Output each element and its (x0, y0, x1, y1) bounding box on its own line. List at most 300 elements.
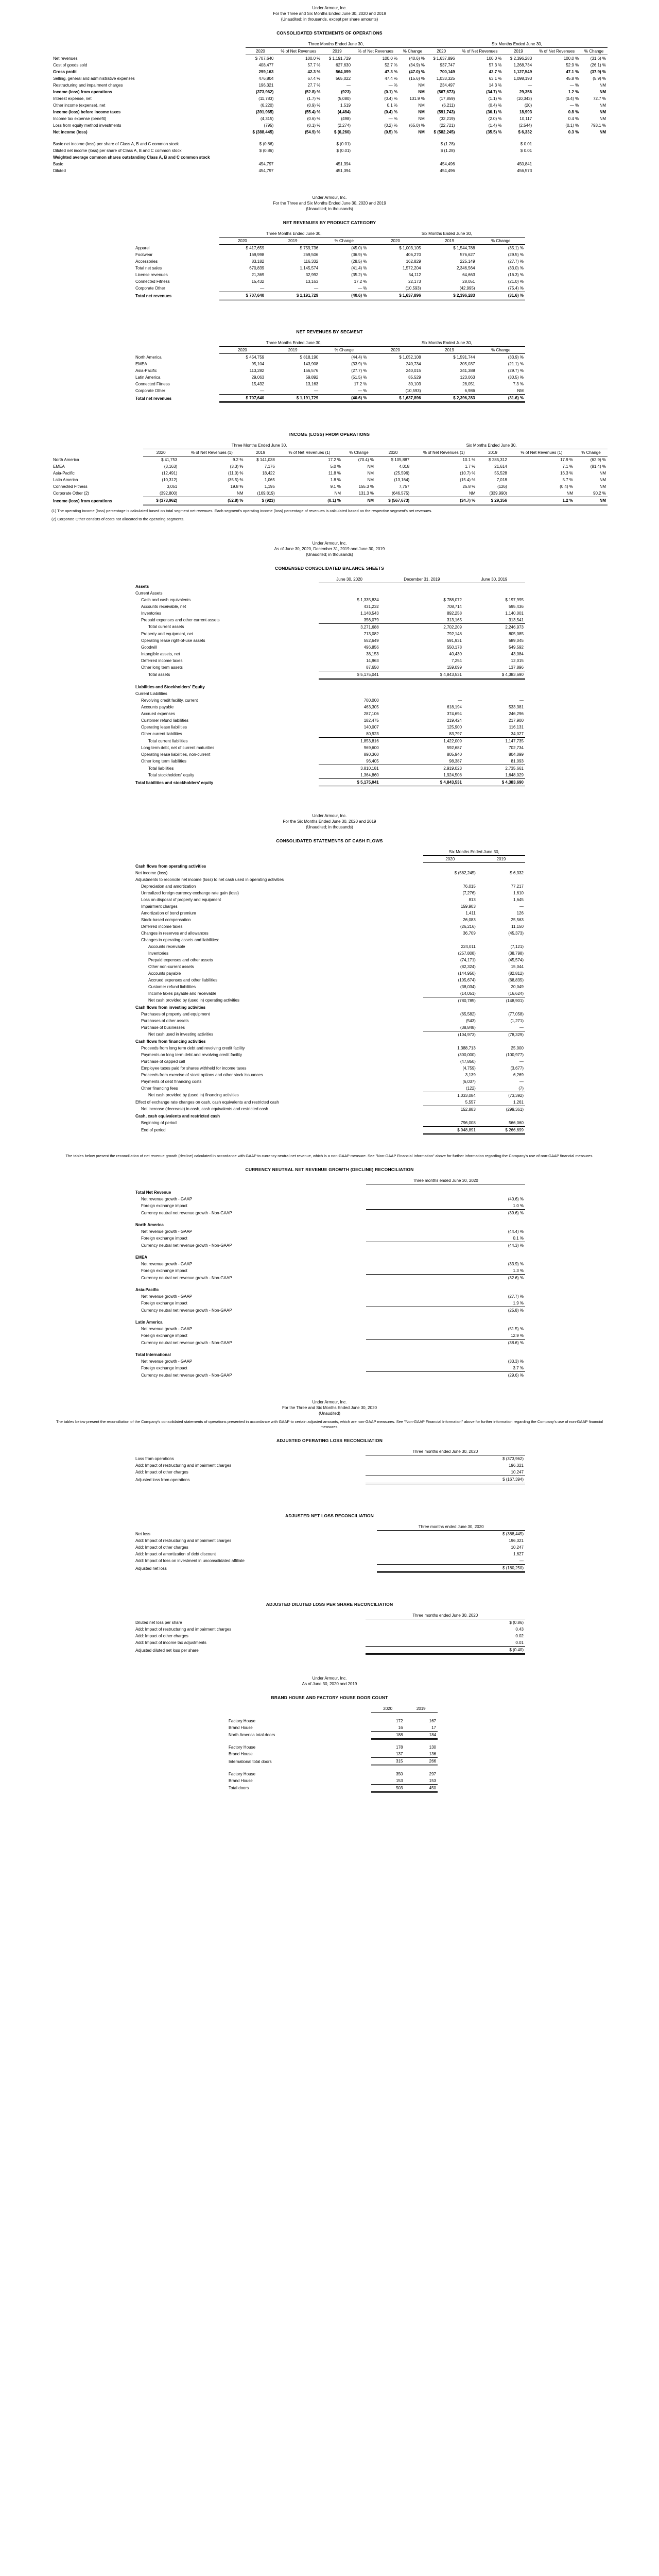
col-label: June 30, 2019 (463, 576, 525, 583)
cell: 29,356 (519, 90, 532, 94)
table-row (134, 1228, 525, 1235)
cell: 85,529 (408, 375, 421, 380)
cell: 5,557 (465, 1099, 476, 1105)
cell: (12,491) (162, 471, 178, 476)
cell: 100.0 % (305, 56, 321, 61)
cell: 576,627 (460, 252, 475, 257)
blank (51, 442, 143, 449)
cell: (392,800) (159, 491, 178, 496)
cell: (646,575) (391, 491, 410, 496)
row-label: Cash flows from operating activities (135, 863, 206, 869)
col-group: Six Months Ended June 30, (369, 230, 526, 238)
cell: (1,271) (510, 1018, 524, 1023)
row-label: Net cash used in investing activities (148, 1032, 214, 1037)
cell: $ 818,190 (300, 355, 319, 360)
cell (352, 147, 399, 154)
cell: NM (599, 484, 606, 489)
ops-title: CONSOLIDATED STATEMENTS OF OPERATIONS (276, 30, 383, 36)
table-row (134, 977, 525, 984)
table-row (134, 1293, 525, 1300)
cell (423, 1004, 477, 1011)
col-header (134, 347, 525, 354)
cell: $ 454,759 (246, 355, 265, 360)
cell (477, 863, 525, 870)
col-header (51, 449, 608, 456)
cell: (7,121) (510, 944, 524, 949)
cell: $ (582,245) (433, 130, 455, 134)
table-row (134, 367, 525, 374)
col-label: % Change (399, 48, 426, 55)
table-row (221, 1744, 438, 1751)
cell: 2,735,661 (463, 765, 525, 772)
stores-header (51, 1675, 608, 1687)
cell (580, 154, 608, 161)
cell: (26,216) (460, 924, 476, 929)
cell: NM (418, 103, 425, 108)
cell: $ 5,175,041 (319, 671, 380, 679)
cell: — (260, 388, 265, 393)
col-group: Three Months Ended June 30, (143, 442, 375, 449)
table-row (221, 1771, 438, 1777)
cell (456, 147, 503, 154)
row-label: Net cash provided by (used in) financing activities (148, 1093, 239, 1098)
col-group: Three Months Ended June 30, (219, 340, 369, 347)
row-label: Factory House (229, 1771, 256, 1776)
table-row (134, 285, 525, 292)
cell (456, 167, 503, 174)
table-row (134, 937, 525, 943)
cell: 172 (396, 1718, 403, 1723)
row-label: Net revenue growth - GAAP (141, 1359, 193, 1364)
cell: 12,015 (511, 658, 524, 663)
table-row (51, 95, 608, 102)
cell: $ (180,250) (377, 1565, 525, 1572)
table-row (134, 950, 525, 957)
cell: 116,131 (509, 725, 524, 730)
table-row (134, 1358, 525, 1365)
cell: 1,422,009 (380, 738, 463, 745)
cell: 52.9 % (566, 63, 579, 67)
table-row (134, 1072, 525, 1078)
cell: (27.7) % (508, 1294, 524, 1299)
cell: $ (388,445) (252, 130, 274, 134)
cell: 463,305 (363, 705, 379, 709)
table-row (134, 903, 525, 910)
row-label: Asia-Pacific (53, 471, 75, 476)
gap-row (134, 1184, 525, 1189)
cell: (300,000) (458, 1052, 476, 1057)
cell: $ 2,396,283 (510, 56, 532, 61)
cell: 225,149 (460, 259, 475, 264)
cell: $ 1,191,729 (328, 56, 351, 61)
section-row (134, 1038, 525, 1045)
cell: 100.0 % (487, 56, 502, 61)
cell: NM (418, 116, 425, 121)
cell: (339,990) (489, 491, 507, 496)
table-row (134, 354, 525, 361)
table-row (134, 1332, 525, 1340)
cell (580, 161, 608, 167)
row-label: Restructuring and impairment charges (53, 83, 123, 88)
table-row (134, 651, 525, 657)
cell: 969,600 (363, 745, 379, 750)
table-row (134, 970, 525, 977)
cell: (3,163) (164, 464, 178, 469)
cell: (33.3) % (508, 1359, 524, 1364)
table-row (134, 876, 525, 883)
cell: $ 707,640 (219, 292, 266, 300)
col-label: 2019 (423, 347, 477, 354)
cell: NM (237, 491, 244, 496)
table-row (134, 1196, 525, 1202)
col-label: % Change (320, 238, 368, 245)
gap-row (51, 135, 608, 141)
table-row (134, 1633, 525, 1639)
row-label: Prepaid expenses and other current assets (141, 617, 220, 622)
adj-eps-title: ADJUSTED DILUTED LOSS PER SHARE RECONCILIATION (266, 1602, 393, 1607)
row-label: North America (135, 1223, 164, 1227)
cell (275, 167, 322, 174)
cell: 2,246,973 (463, 623, 525, 631)
col-label: June 30, 2020 (319, 576, 380, 583)
col-header (134, 238, 525, 245)
cell: $ (373,962) (502, 1456, 524, 1461)
row-label: Basic (53, 162, 63, 166)
cell: 1,147,735 (463, 738, 525, 745)
cell: (44.4) % (508, 1229, 524, 1234)
cell: $ 4,383,690 (463, 671, 525, 679)
cell (275, 161, 322, 167)
cell: 1,148,543 (360, 611, 379, 616)
cell: NM (418, 90, 425, 94)
cell: 140,007 (363, 725, 379, 730)
cell: 1,065 (264, 478, 275, 482)
cell: 595,436 (509, 604, 524, 609)
cell: 549,592 (509, 645, 524, 650)
cell (533, 141, 580, 147)
cell: 16.3 % (560, 471, 573, 476)
cell: 34,027 (511, 732, 524, 736)
cell: 451,394 (336, 168, 351, 173)
cell: (16.3) % (508, 273, 524, 277)
cell: (65.0) % (409, 123, 425, 128)
col-label: % Change (477, 347, 525, 354)
col-label: % Change (342, 449, 375, 456)
row-label: Total stockholders' equity (148, 773, 195, 778)
cell: (78,329) (477, 1031, 525, 1038)
row-label: Diluted net loss per share (135, 1620, 182, 1625)
balance-table (134, 576, 525, 787)
row-label: EMEA (53, 464, 65, 469)
section-row (134, 1286, 525, 1293)
row-label: Cash, cash equivalents and restricted cash (135, 1113, 220, 1118)
cell: $ (0.40) (366, 1647, 525, 1654)
row-label: Diluted (53, 168, 66, 173)
cell: $ (1.28) (440, 148, 455, 153)
row-label: Currency neutral net revenue growth - Non-GAAP (141, 1243, 232, 1248)
row-label: Customer refund liabilities (148, 984, 196, 989)
row-label: Cash and cash equivalents (141, 597, 191, 602)
cell: (2.0) % (488, 116, 502, 121)
row-label: Accrued expenses (141, 711, 175, 716)
cell: (40.6) % (508, 1197, 524, 1201)
row-label: Add: Impact of other charges (135, 1545, 188, 1550)
cell: 9.2 % (232, 457, 244, 462)
cell (477, 1113, 525, 1120)
table-row (134, 984, 525, 990)
footnote: (1) The operating income (loss) percentage is calculated based on total segment net revenues. Each segment's operating income (loss) percentage of revenues is calculated based on the respective segment's net revenues. (51, 509, 432, 513)
cell: 1,098,193 (513, 76, 532, 81)
cell: 496,856 (363, 645, 379, 650)
row-label: Deferred income taxes (141, 658, 183, 663)
blank (134, 576, 319, 583)
cell: 153 (396, 1778, 403, 1783)
cell: (15.4) % (460, 478, 476, 482)
col-label: % Change (575, 449, 608, 456)
cell: 11.8 % (328, 471, 341, 476)
table-row (134, 1462, 525, 1469)
cell (352, 154, 399, 161)
cell: — (519, 904, 524, 909)
cell: (4,315) (261, 116, 274, 121)
row-label: Amortization of bond premium (141, 910, 196, 916)
row-label: Operating lease liabilities, non-current (141, 752, 211, 757)
cell: 269,506 (303, 252, 319, 257)
row-label: Property and equipment, net (141, 631, 193, 636)
cell: $ 1,637,896 (369, 395, 423, 402)
cell: 550,178 (447, 645, 462, 650)
row-label: Add: Impact of restructuring and impairment charges (135, 1627, 232, 1632)
document-body (51, 0, 608, 1793)
cell: — (528, 83, 532, 88)
col-group: Six Months Ended June 30, (375, 442, 608, 449)
cell: $ 1,637,896 (369, 292, 423, 300)
cell: NM (599, 103, 606, 108)
balance-header-line: As of June 30, 2020, December 31, 2019 and June 30, 2019 (274, 547, 385, 551)
row-label: Connected Fitness (135, 279, 170, 284)
row-label: Purchases of property and equipment (141, 1011, 210, 1016)
table-row (134, 1092, 525, 1099)
row-label: Operating lease right-of-use assets (141, 638, 205, 643)
group-header (51, 41, 608, 48)
row-label: Total liabilities (148, 766, 174, 771)
col-label: Three months ended June 30, 2020 (377, 1523, 525, 1531)
cell: (1.1) % (488, 96, 502, 101)
cell: (70.4) % (358, 457, 374, 462)
cell: — (346, 83, 351, 88)
cell: (29.5) % (508, 252, 524, 257)
cell: (3.3) % (230, 464, 244, 469)
table-row (134, 724, 525, 731)
row-label: Unrealized foreign currency exchange rate gain (loss) (141, 890, 239, 895)
table-row (134, 278, 525, 285)
cell: 130 (429, 1745, 436, 1750)
table-row (134, 1052, 525, 1058)
section-row (134, 1254, 525, 1261)
cell: (0.4) % (384, 96, 398, 101)
cell: 29,063 (251, 375, 265, 380)
table-row (134, 772, 525, 779)
cell: (33.9) % (508, 1262, 524, 1266)
cell: 234,497 (440, 83, 455, 88)
cell (456, 154, 503, 161)
cell: 1,388,713 (457, 1045, 476, 1050)
cell: (35.1) % (508, 246, 524, 250)
cell: (2,544) (518, 123, 532, 128)
cell: (15.6) % (409, 76, 425, 81)
cell: (74,171) (460, 957, 476, 962)
adj-net-table (134, 1523, 525, 1573)
cell: $ 41,753 (161, 457, 178, 462)
cell: 313,541 (509, 617, 524, 622)
col-group: Three Months Ended June 30, (219, 230, 369, 238)
table-row (134, 1202, 525, 1210)
cell: 7.1 % (562, 464, 573, 469)
cell: 246,296 (509, 711, 524, 716)
cell: 131.9 % (409, 96, 425, 101)
table-row (134, 697, 525, 704)
table-row (134, 1126, 525, 1134)
cell: (40.6) % (320, 395, 368, 402)
row-label: Accessories (135, 259, 158, 264)
cell: (45,373) (508, 930, 524, 936)
row-label: Changes in reserves and allowances (141, 930, 209, 936)
cell: (20) (524, 103, 532, 108)
table-row (134, 1647, 525, 1654)
cell: (22,721) (439, 123, 455, 128)
row-label: Operating lease liabilities (141, 725, 187, 730)
cell: (122) (466, 1086, 476, 1091)
row-label: Accounts payable (148, 971, 181, 976)
table-row (51, 109, 608, 115)
opincome-title: INCOME (LOSS) FROM OPERATIONS (289, 432, 370, 437)
cell: 1,627 (513, 1552, 524, 1556)
table-row (134, 1242, 525, 1249)
section-row (134, 1189, 525, 1196)
cell: — % (569, 83, 579, 88)
col-label: 2019 (404, 1705, 438, 1713)
col-label: 2020 (143, 449, 179, 456)
cell: 1.3 % (513, 1268, 524, 1273)
row-label: Accounts receivable, net (141, 604, 186, 609)
col-label: % of Net Revenues (533, 48, 580, 55)
row-label: Total current assets (148, 624, 184, 630)
cell: (34.7) % (411, 497, 477, 505)
cell: 1,033,325 (436, 76, 455, 81)
cell: 21,614 (494, 464, 507, 469)
cell (322, 154, 352, 161)
cell: $ (0.01) (336, 142, 351, 146)
cell: 125,900 (447, 725, 462, 730)
ops-header-line: (Unaudited; in thousands, except per share amounts) (281, 17, 378, 22)
cell (366, 1286, 525, 1293)
gap-row (221, 1713, 438, 1718)
cell: 313,165 (447, 617, 462, 622)
cell: 30,103 (408, 382, 421, 386)
cell: 32,992 (305, 273, 319, 277)
row-label: Purchases of other assets (141, 1018, 189, 1023)
table-row (134, 1300, 525, 1307)
balance-title: CONDENSED CONSOLIDATED BALANCE SHEETS (275, 566, 384, 571)
cell: (0.1) % (565, 123, 579, 128)
col-group: Six Months Ended June 30, (369, 340, 526, 347)
row-label: EMEA (135, 1255, 148, 1260)
blank (134, 1448, 366, 1455)
cell: (38,798) (508, 951, 524, 956)
blank (134, 340, 219, 347)
cell: (33.9) % (508, 355, 524, 360)
row-label: Net revenue growth - GAAP (141, 1262, 193, 1266)
cell: 476,804 (258, 76, 274, 81)
row-label: Currency neutral net revenue growth - Non-GAAP (141, 1210, 232, 1215)
cell: 25,000 (511, 1045, 524, 1050)
cell: $ (567,673) (375, 497, 411, 505)
cell: 454,496 (440, 168, 455, 173)
row-label: Revolving credit facility, current (141, 698, 198, 703)
cell: 700,149 (440, 70, 455, 74)
row-label: Accounts payable (141, 705, 174, 709)
cell: (36.1) % (486, 110, 502, 114)
cell (423, 876, 477, 883)
cell: 1,411 (465, 910, 476, 916)
cell: 792,148 (447, 631, 462, 636)
fx-note: The tables below present the reconciliation of net revenue growth (decline) calculated in accordance with GAAP to currency neutral net revenue, which is a non-GAAP measure. See "Non-GAAP Financial Information" above for further information regarding the Company's use of non-GAAP financial measures. (65, 1153, 594, 1158)
row-label: Net cash provided by (used in) operating activities (148, 998, 239, 1003)
table-row (51, 55, 608, 62)
cell (533, 154, 580, 161)
row-label: Add: Impact of income tax adjustments (135, 1640, 206, 1646)
table-row (134, 1551, 525, 1557)
cell: $ 141,038 (256, 457, 275, 462)
cell: $ 417,659 (246, 246, 265, 250)
table-row (134, 644, 525, 651)
table-row (134, 943, 525, 950)
cell: 793.1 % (591, 123, 606, 128)
cell: 1,033,084 (423, 1092, 477, 1099)
row-label: Inventories (148, 951, 169, 956)
cell: 77,217 (511, 884, 524, 889)
balance-header-line: Under Armour, Inc. (312, 541, 347, 546)
cell: 591,931 (447, 638, 462, 643)
cell: 52.7 % (385, 63, 398, 67)
cell: 137 (396, 1752, 403, 1756)
row-label: Income tax expense (benefit) (53, 116, 107, 121)
cell: (54.9) % (305, 130, 321, 134)
table-row (134, 1531, 525, 1538)
gap-row (134, 1314, 525, 1319)
cell: — % (358, 286, 367, 291)
cell (477, 1004, 525, 1011)
cell: 224,011 (461, 944, 476, 949)
table-row (134, 1626, 525, 1633)
row-label: Foreign exchange impact (141, 1204, 187, 1209)
cell: (0.2) % (384, 123, 398, 128)
cell: $ 707,640 (255, 56, 274, 61)
cell: $ 2,396,283 (423, 395, 477, 402)
cell: 156,576 (303, 368, 319, 373)
cell: 13,163 (305, 382, 319, 386)
cell: 57.7 % (307, 63, 321, 67)
row-label: Latin America (135, 1320, 163, 1325)
col-label: % of Net Revenues (275, 48, 322, 55)
col-label: 2019 (322, 48, 352, 55)
col-label: Three months ended June 30, 2020 (366, 1612, 525, 1619)
cell: NM (599, 478, 606, 482)
cell: $ (582,245) (454, 870, 476, 875)
cell (366, 1351, 525, 1358)
cell (533, 147, 580, 154)
row-label: Impairment charges (141, 904, 178, 909)
